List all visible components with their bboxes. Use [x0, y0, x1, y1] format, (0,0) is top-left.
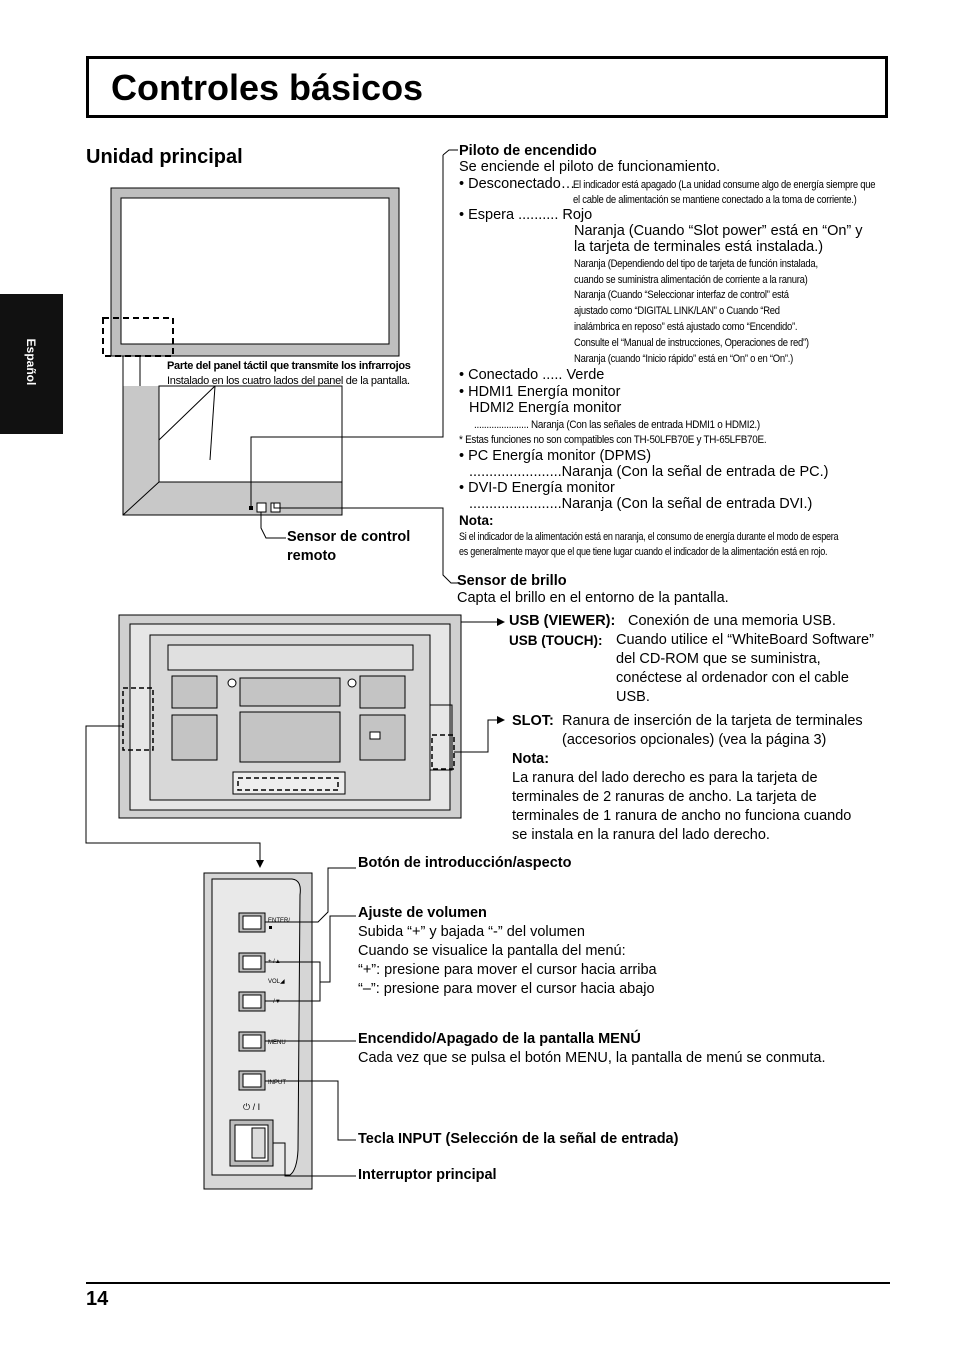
- standby-line-2: la tarjeta de terminales está instalada.): [574, 239, 824, 255]
- main-power-title: Interruptor principal: [358, 1167, 497, 1183]
- slot-nota-3: terminales de 1 ranura de ancho no funciona cuando: [512, 808, 852, 824]
- remote-sensor-label-1: Sensor de control: [287, 529, 411, 545]
- usb-touch-line-3: conéctese al ordenador con el cable: [616, 670, 849, 686]
- standby-line-3: Naranja (Dependiendo del tipo de tarjeta de función instalada,: [574, 258, 818, 270]
- standby-line-8: Consulte el “Manual de instrucciones, Operaciones de red”): [574, 337, 809, 349]
- footer-rule: [86, 1282, 890, 1284]
- power-indicator-desc: Se enciende el piloto de funcionamiento.: [459, 159, 721, 175]
- menu-desc: Cada vez que se pulsa el botón MENU, la pantalla de menú se conmuta.: [358, 1050, 826, 1066]
- volume-line-3: “+”: presione para mover el cursor hacia arriba: [358, 962, 657, 978]
- svg-text:+ /▲: + /▲: [268, 959, 281, 965]
- monitor-rear-diagram: [86, 615, 505, 868]
- usb-touch-line-1: Cuando utilice el “WhiteBoard Software”: [616, 632, 874, 648]
- standby-line-6: ajustado como “DIGITAL LINK/LAN” o Cuando “Red: [574, 305, 780, 317]
- slot-label: SLOT:: [512, 713, 554, 729]
- volume-line-1: Subida “+” y bajada “-” del volumen: [358, 924, 585, 940]
- menu-title: Encendido/Apagado de la pantalla MENÚ: [358, 1031, 641, 1047]
- on-label: • Conectado ..... Verde: [459, 367, 605, 383]
- usb-touch-label: USB (TOUCH):: [509, 633, 603, 648]
- off-note-2: el cable de alimentación se mantiene conectado a la toma de corriente.): [573, 194, 857, 206]
- power-nota-label: Nota:: [459, 513, 494, 528]
- standby-line-4: cuando se suministra alimentación de corriente a la ranura): [574, 274, 808, 286]
- ir-panel-title: Parte del panel táctil que transmite los infrarrojos: [167, 360, 411, 372]
- hdmi-note: ...................... Naranja (Con las señales de entrada HDMI1 o HDMI2.): [474, 419, 760, 431]
- ir-panel-desc: Instalado en los cuatro lados del panel de la pantalla.: [167, 375, 410, 387]
- svg-text:⏻ / I: ⏻ / I: [243, 1102, 261, 1112]
- slot-nota-label: Nota:: [512, 751, 550, 767]
- pc-note: .......................Naranja (Con la señal de entrada de PC.): [469, 464, 829, 480]
- pc-label: • PC Energía monitor (DPMS): [459, 448, 652, 464]
- usb-viewer-desc: Conexión de una memoria USB.: [628, 613, 836, 629]
- page-number: 14: [86, 1288, 109, 1310]
- standby-line-9: Naranja (cuando “Inicio rápido” está en “On” o en “On”.): [574, 353, 794, 365]
- standby-line-5: Naranja (Cuando “Seleccionar interfaz de control” está: [574, 289, 789, 301]
- volume-title: Ajuste de volumen: [358, 905, 487, 921]
- off-label: • Desconectado…: [459, 176, 576, 192]
- svg-text:MENU: MENU: [268, 1040, 286, 1046]
- power-nota-1: Si el indicador de la alimentación está en naranja, el consumo de energía durante el modo de espera: [459, 531, 839, 543]
- hdmi1-label: • HDMI1 Energía monitor: [459, 384, 621, 400]
- slot-nota-4: se instala en la ranura del lado derecho.: [512, 827, 770, 843]
- hdmi2-label: HDMI2 Energía monitor: [469, 400, 622, 416]
- slot-desc-2: (accesorios opcionales) (vea la página 3): [562, 732, 827, 748]
- svg-text:VOL◢: VOL◢: [268, 979, 285, 985]
- off-note-1: El indicador está apagado (La unidad consume algo de energía siempre que: [573, 179, 876, 191]
- input-key-title: Tecla INPUT (Selección de la señal de entrada): [358, 1131, 679, 1147]
- slot-nota-2: terminales de 2 ranuras de ancho. La tarjeta de: [512, 789, 817, 805]
- svg-text:INPUT: INPUT: [268, 1080, 286, 1086]
- standby-line-7: inalámbrica en reposo” está ajustado como “Encendido”.: [574, 321, 798, 333]
- dvi-label: • DVI-D Energía monitor: [459, 480, 615, 496]
- usb-touch-line-4: USB.: [616, 689, 650, 705]
- brightness-sensor-desc: Capta el brillo en el entorno de la pantalla.: [457, 590, 729, 606]
- dvi-note: .......................Naranja (Con la señal de entrada DVI.): [469, 496, 813, 512]
- slot-nota-1: La ranura del lado derecho es para la tarjeta de: [512, 770, 818, 786]
- asterisk-note: * Estas funciones no son compatibles con TH-50LFB70E y TH-65LFB70E.: [459, 434, 767, 446]
- section-heading: Unidad principal: [86, 146, 243, 168]
- slot-desc-1: Ranura de inserción de la tarjeta de terminales: [562, 713, 863, 729]
- usb-touch-line-2: del CD-ROM que se suministra,: [616, 651, 821, 667]
- svg-text:ENTER/: ENTER/: [268, 918, 291, 924]
- power-indicator-title: Piloto de encendido: [459, 143, 597, 159]
- brightness-sensor-title: Sensor de brillo: [457, 573, 567, 589]
- power-nota-2: es generalmente mayor que el que tiene lugar cuando el indicador de la alimentación está en rojo.: [459, 546, 828, 558]
- language-label: Español: [24, 338, 38, 386]
- svg-text:− /▼: − /▼: [268, 999, 281, 1005]
- volume-line-2: Cuando se visualice la pantalla del menú:: [358, 943, 626, 959]
- standby-label: • Espera .......... Rojo: [459, 207, 593, 223]
- control-panel-diagram: [204, 868, 356, 1189]
- usb-viewer-label: USB (VIEWER):: [509, 613, 616, 629]
- standby-line-1: Naranja (Cuando “Slot power” está en “On” y: [574, 223, 863, 239]
- enter-aspect-title: Botón de introducción/aspecto: [358, 855, 572, 871]
- page-title: Controles básicos: [111, 67, 424, 108]
- volume-line-4: “–”: presione para mover el cursor hacia abajo: [358, 981, 655, 997]
- remote-sensor-label-2: remoto: [287, 548, 337, 564]
